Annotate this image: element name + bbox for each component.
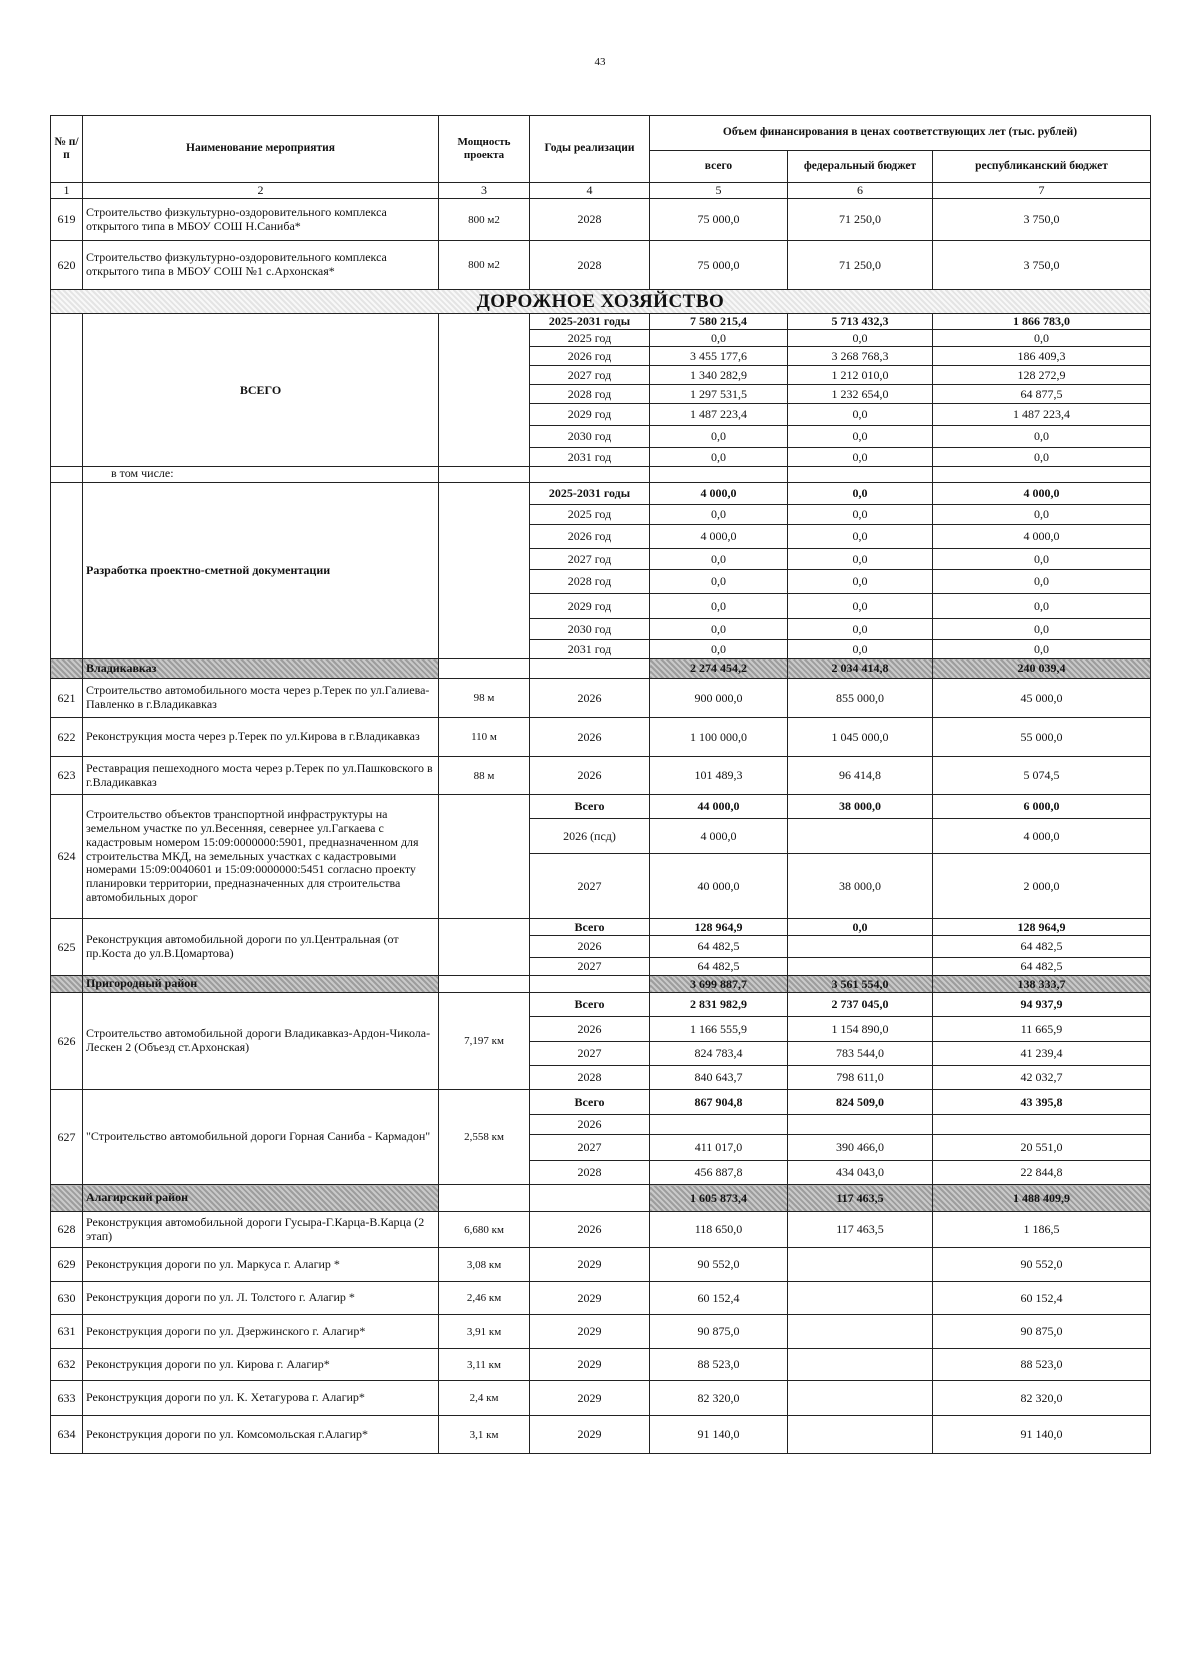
federal-amount: 0,0 [788, 448, 933, 467]
year: 2026 [530, 936, 650, 958]
total-amount: 824 783,4 [650, 1042, 788, 1066]
republic-amount: 1 866 783,0 [933, 314, 1151, 330]
year: 2029 [530, 1248, 650, 1282]
row-number: 619 [51, 199, 83, 241]
empty-cell [439, 467, 530, 483]
year: 2028 [530, 1066, 650, 1090]
year [530, 659, 650, 679]
year: 2026 год [530, 525, 650, 549]
total-amount: 2 831 982,9 [650, 993, 788, 1017]
republic-amount: 45 000,0 [933, 679, 1151, 718]
republic-amount [933, 1115, 1151, 1135]
year: 2028 [530, 241, 650, 290]
republic-amount: 1 487 223,4 [933, 404, 1151, 426]
federal-amount: 0,0 [788, 330, 933, 347]
table-row [51, 199, 1151, 241]
federal-amount [788, 1416, 933, 1454]
year: 2029 [530, 1416, 650, 1454]
federal-amount [788, 1248, 933, 1282]
project-name: Реконструкция дороги по ул. Маркуса г. Алагир * [83, 1248, 439, 1282]
capacity: 3,1 км [439, 1416, 530, 1454]
republic-amount: 90 875,0 [933, 1315, 1151, 1349]
header-years: Годы реализации [530, 116, 650, 183]
project-name: Реконструкция дороги по ул. Л. Толстого г. Алагир * [83, 1282, 439, 1315]
total-amount: 64 482,5 [650, 958, 788, 976]
federal-amount: 38 000,0 [788, 795, 933, 819]
republic-amount: 94 937,9 [933, 993, 1151, 1017]
project-name: Реконструкция моста через р.Терек по ул.Кирова в г.Владикавказ [83, 718, 439, 757]
empty-cell [788, 467, 933, 483]
year: 2028 [530, 1161, 650, 1185]
republic-amount: 20 551,0 [933, 1135, 1151, 1161]
colnum: 1 [51, 183, 83, 199]
federal-amount: 1 212 010,0 [788, 366, 933, 385]
federal-amount: 0,0 [788, 919, 933, 936]
table-row [51, 467, 1151, 483]
federal-amount [788, 1315, 933, 1349]
total-amount: 1 166 555,9 [650, 1017, 788, 1042]
project-name: Разработка проектно-сметной документации [83, 483, 439, 659]
capacity [439, 795, 530, 919]
table-row [51, 919, 1151, 936]
republic-amount: 4 000,0 [933, 525, 1151, 549]
federal-amount [788, 936, 933, 958]
capacity: 3,08 км [439, 1248, 530, 1282]
total-amount: 0,0 [650, 570, 788, 594]
year: 2026 [530, 1212, 650, 1248]
colnum: 3 [439, 183, 530, 199]
row-number: 633 [51, 1381, 83, 1416]
header-federal: федеральный бюджет [788, 151, 933, 183]
federal-amount [788, 958, 933, 976]
total-amount: 867 904,8 [650, 1090, 788, 1115]
year: 2028 год [530, 570, 650, 594]
year: 2028 год [530, 385, 650, 404]
year: 2026 [530, 718, 650, 757]
republic-amount: 64 482,5 [933, 958, 1151, 976]
federal-amount: 0,0 [788, 505, 933, 525]
federal-amount: 783 544,0 [788, 1042, 933, 1066]
total-amount: 75 000,0 [650, 199, 788, 241]
colnum: 5 [650, 183, 788, 199]
year: 2027 год [530, 366, 650, 385]
total-amount: 1 297 531,5 [650, 385, 788, 404]
federal-amount: 798 611,0 [788, 1066, 933, 1090]
row-number [51, 483, 83, 659]
project-name: Реставрация пешеходного моста через р.Терек по ул.Пашковского в г.Владикавказ [83, 757, 439, 795]
table-row [51, 314, 1151, 330]
year: 2029 [530, 1282, 650, 1315]
total-amount: 1 340 282,9 [650, 366, 788, 385]
total-amount: 60 152,4 [650, 1282, 788, 1315]
capacity: 800 м2 [439, 241, 530, 290]
row-number: 630 [51, 1282, 83, 1315]
republic-amount: 22 844,8 [933, 1161, 1151, 1185]
total-amount: 0,0 [650, 619, 788, 640]
district-name: Пригородный район [83, 976, 439, 993]
republic-amount: 0,0 [933, 570, 1151, 594]
capacity: 2,46 км [439, 1282, 530, 1315]
row-number [51, 976, 83, 993]
total-amount: 82 320,0 [650, 1381, 788, 1416]
republic-amount: 4 000,0 [933, 819, 1151, 854]
total-amount: 411 017,0 [650, 1135, 788, 1161]
row-number: 627 [51, 1090, 83, 1185]
table-row [51, 1090, 1151, 1115]
republic-amount: 60 152,4 [933, 1282, 1151, 1315]
federal-amount: 71 250,0 [788, 241, 933, 290]
year: 2025-2031 годы [530, 483, 650, 505]
republic-amount: 2 000,0 [933, 854, 1151, 919]
row-number: 624 [51, 795, 83, 919]
total-amount: 90 875,0 [650, 1315, 788, 1349]
financing-table [50, 115, 1151, 1454]
total-amount: 3 699 887,7 [650, 976, 788, 993]
republic-amount: 1 186,5 [933, 1212, 1151, 1248]
year: Всего [530, 1090, 650, 1115]
table-row [51, 483, 1151, 505]
total-amount: 4 000,0 [650, 525, 788, 549]
year: 2026 [530, 1115, 650, 1135]
total-amount: 91 140,0 [650, 1416, 788, 1454]
project-name: Реконструкция автомобильной дороги по ул.Центральная (от пр.Коста до ул.В.Цомартова) [83, 919, 439, 976]
capacity [439, 919, 530, 976]
year: 2031 год [530, 448, 650, 467]
colnum: 4 [530, 183, 650, 199]
year: 2029 [530, 1381, 650, 1416]
row-number: 620 [51, 241, 83, 290]
total-amount: 128 964,9 [650, 919, 788, 936]
federal-amount: 96 414,8 [788, 757, 933, 795]
table-row [51, 976, 1151, 993]
republic-amount: 138 333,7 [933, 976, 1151, 993]
year: 2027 год [530, 549, 650, 570]
year: 2027 [530, 958, 650, 976]
project-name: Реконструкция дороги по ул. Дзержинского г. Алагир* [83, 1315, 439, 1349]
total-amount: 101 489,3 [650, 757, 788, 795]
header-num: № п/п [51, 116, 83, 183]
total-amount: 75 000,0 [650, 241, 788, 290]
total-amount: 456 887,8 [650, 1161, 788, 1185]
row-number: 623 [51, 757, 83, 795]
total-amount: 44 000,0 [650, 795, 788, 819]
republic-amount: 186 409,3 [933, 347, 1151, 366]
total-amount: 1 487 223,4 [650, 404, 788, 426]
federal-amount: 0,0 [788, 619, 933, 640]
federal-amount: 855 000,0 [788, 679, 933, 718]
colnum: 6 [788, 183, 933, 199]
project-name: ВСЕГО [83, 314, 439, 467]
project-name: Строительство физкультурно-оздоровительного комплекса открытого типа в МБОУ СОШ №1 с.Архонская* [83, 241, 439, 290]
republic-amount: 0,0 [933, 640, 1151, 659]
table-row [51, 1315, 1151, 1349]
row-number: 631 [51, 1315, 83, 1349]
republic-amount: 11 665,9 [933, 1017, 1151, 1042]
year: 2025 год [530, 505, 650, 525]
project-name: Реконструкция дороги по ул. К. Хетагурова г. Алагир* [83, 1381, 439, 1416]
page-number: 43 [594, 56, 606, 68]
total-amount: 1 100 000,0 [650, 718, 788, 757]
year: 2028 [530, 199, 650, 241]
year: 2027 [530, 854, 650, 919]
total-amount: 88 523,0 [650, 1349, 788, 1381]
project-name: Строительство объектов транспортной инфраструктуры на земельном участке по ул.Весенняя, севернее ул.Гагкаева с кадастровым номером 15:09:0000000:5901, предназначенном для строительства МКД, на земельных участках с кадастровыми номерами 15:09:0040601 и 15:09:0000000:5451 согласно проекту планировки территории, предназначенных для строительства автомобильных дорог [83, 795, 439, 919]
year: 2026 [530, 679, 650, 718]
table-row [51, 993, 1151, 1017]
federal-amount: 0,0 [788, 640, 933, 659]
capacity: 2,4 км [439, 1381, 530, 1416]
federal-amount: 434 043,0 [788, 1161, 933, 1185]
capacity: 6,680 км [439, 1212, 530, 1248]
capacity: 3,11 км [439, 1349, 530, 1381]
federal-amount: 71 250,0 [788, 199, 933, 241]
project-name: Строительство автомобильного моста через р.Терек по ул.Галиева-Павленко в г.Владикавказ [83, 679, 439, 718]
federal-amount [788, 819, 933, 854]
colnum: 7 [933, 183, 1151, 199]
total-amount: 1 605 873,4 [650, 1185, 788, 1212]
header-funding: Объем финансирования в ценах соответствующих лет (тыс. рублей) [650, 116, 1151, 151]
total-amount: 0,0 [650, 549, 788, 570]
year: 2027 [530, 1042, 650, 1066]
year [530, 1185, 650, 1212]
year: 2025 год [530, 330, 650, 347]
federal-amount: 3 268 768,3 [788, 347, 933, 366]
republic-amount: 6 000,0 [933, 795, 1151, 819]
total-amount: 0,0 [650, 505, 788, 525]
total-amount: 3 455 177,6 [650, 347, 788, 366]
year: 2027 [530, 1135, 650, 1161]
federal-amount: 117 463,5 [788, 1212, 933, 1248]
header-total: всего [650, 151, 788, 183]
federal-amount: 0,0 [788, 426, 933, 448]
republic-amount: 3 750,0 [933, 241, 1151, 290]
total-amount: 0,0 [650, 594, 788, 619]
total-amount: 4 000,0 [650, 819, 788, 854]
table-row [51, 659, 1151, 679]
republic-amount: 88 523,0 [933, 1349, 1151, 1381]
section-title: ДОРОЖНОЕ ХОЗЯЙСТВО [51, 290, 1151, 314]
capacity [439, 483, 530, 659]
federal-amount: 38 000,0 [788, 854, 933, 919]
row-number [51, 314, 83, 467]
capacity: 110 м [439, 718, 530, 757]
total-amount: 2 274 454,2 [650, 659, 788, 679]
empty-cell [530, 467, 650, 483]
row-number [51, 659, 83, 679]
year: Всего [530, 993, 650, 1017]
project-name: Реконструкция дороги по ул. Кирова г. Алагир* [83, 1349, 439, 1381]
district-name: Владикавказ [83, 659, 439, 679]
capacity: 98 м [439, 679, 530, 718]
header-republic: республиканский бюджет [933, 151, 1151, 183]
row-number [51, 467, 83, 483]
capacity: 800 м2 [439, 199, 530, 241]
federal-amount: 824 509,0 [788, 1090, 933, 1115]
republic-amount: 128 964,9 [933, 919, 1151, 936]
table-row [51, 1416, 1151, 1454]
year [530, 976, 650, 993]
republic-amount: 0,0 [933, 448, 1151, 467]
row-number: 634 [51, 1416, 83, 1454]
total-amount: 90 552,0 [650, 1248, 788, 1282]
table-row [51, 1185, 1151, 1212]
project-name: Строительство автомобильной дороги Владикавказ-Ардон-Чикола-Лескен 2 (Объезд ст.Архонская) [83, 993, 439, 1090]
capacity: 3,91 км [439, 1315, 530, 1349]
project-name: Строительство физкультурно-оздоровительного комплекса открытого типа в МБОУ СОШ Н.Саниба* [83, 199, 439, 241]
row-number: 622 [51, 718, 83, 757]
total-amount: 900 000,0 [650, 679, 788, 718]
federal-amount: 0,0 [788, 404, 933, 426]
table-row [51, 241, 1151, 290]
republic-amount: 128 272,9 [933, 366, 1151, 385]
table-row [51, 1381, 1151, 1416]
federal-amount: 1 154 890,0 [788, 1017, 933, 1042]
republic-amount: 0,0 [933, 426, 1151, 448]
year: 2026 [530, 1017, 650, 1042]
capacity: 2,558 км [439, 1090, 530, 1185]
project-name: Реконструкция автомобильной дороги Гусыра-Г.Карца-В.Карца (2 этап) [83, 1212, 439, 1248]
federal-amount: 0,0 [788, 570, 933, 594]
republic-amount: 0,0 [933, 505, 1151, 525]
table-row [51, 757, 1151, 795]
federal-amount: 1 232 654,0 [788, 385, 933, 404]
republic-amount: 64 877,5 [933, 385, 1151, 404]
year: 2029 [530, 1315, 650, 1349]
federal-amount [788, 1282, 933, 1315]
row-number: 621 [51, 679, 83, 718]
year: 2026 [530, 757, 650, 795]
republic-amount: 1 488 409,9 [933, 1185, 1151, 1212]
total-amount: 64 482,5 [650, 936, 788, 958]
republic-amount: 3 750,0 [933, 199, 1151, 241]
table-row [51, 1248, 1151, 1282]
year: 2029 год [530, 594, 650, 619]
capacity [439, 659, 530, 679]
empty-cell [650, 467, 788, 483]
table-row [51, 290, 1151, 314]
federal-amount: 0,0 [788, 549, 933, 570]
federal-amount: 0,0 [788, 483, 933, 505]
republic-amount: 55 000,0 [933, 718, 1151, 757]
year: 2031 год [530, 640, 650, 659]
row-number [51, 1185, 83, 1212]
year: 2029 год [530, 404, 650, 426]
federal-amount: 0,0 [788, 525, 933, 549]
total-amount: 0,0 [650, 426, 788, 448]
republic-amount: 82 320,0 [933, 1381, 1151, 1416]
capacity: 7,197 км [439, 993, 530, 1090]
republic-amount: 43 395,8 [933, 1090, 1151, 1115]
total-amount: 4 000,0 [650, 483, 788, 505]
year: Всего [530, 795, 650, 819]
republic-amount: 41 239,4 [933, 1042, 1151, 1066]
republic-amount: 4 000,0 [933, 483, 1151, 505]
republic-amount: 90 552,0 [933, 1248, 1151, 1282]
federal-amount: 5 713 432,3 [788, 314, 933, 330]
empty-cell [933, 467, 1151, 483]
table-row [51, 1349, 1151, 1381]
capacity: 88 м [439, 757, 530, 795]
federal-amount: 0,0 [788, 594, 933, 619]
including-label: в том числе: [83, 467, 439, 483]
header-capacity: Мощность проекта [439, 116, 530, 183]
federal-amount [788, 1349, 933, 1381]
republic-amount: 64 482,5 [933, 936, 1151, 958]
year: Всего [530, 919, 650, 936]
capacity [439, 976, 530, 993]
year: 2025-2031 годы [530, 314, 650, 330]
year: 2026 (псд) [530, 819, 650, 854]
row-number: 626 [51, 993, 83, 1090]
federal-amount: 117 463,5 [788, 1185, 933, 1212]
project-name: Реконструкция дороги по ул. Комсомольская г.Алагир* [83, 1416, 439, 1454]
republic-amount: 91 140,0 [933, 1416, 1151, 1454]
total-amount [650, 1115, 788, 1135]
year: 2030 год [530, 619, 650, 640]
republic-amount: 0,0 [933, 594, 1151, 619]
table-row [51, 1212, 1151, 1248]
capacity [439, 1185, 530, 1212]
table-row [51, 718, 1151, 757]
federal-amount [788, 1115, 933, 1135]
colnum: 2 [83, 183, 439, 199]
federal-amount: 3 561 554,0 [788, 976, 933, 993]
row-number: 632 [51, 1349, 83, 1381]
row-number: 629 [51, 1248, 83, 1282]
republic-amount: 240 039,4 [933, 659, 1151, 679]
total-amount: 7 580 215,4 [650, 314, 788, 330]
header-name: Наименование мероприятия [83, 116, 439, 183]
republic-amount: 5 074,5 [933, 757, 1151, 795]
federal-amount: 390 466,0 [788, 1135, 933, 1161]
total-amount: 0,0 [650, 640, 788, 659]
district-name: Алагирский район [83, 1185, 439, 1212]
federal-amount: 1 045 000,0 [788, 718, 933, 757]
capacity [439, 314, 530, 467]
project-name: "Строительство автомобильной дороги Горная Саниба - Кармадон" [83, 1090, 439, 1185]
republic-amount: 42 032,7 [933, 1066, 1151, 1090]
republic-amount: 0,0 [933, 330, 1151, 347]
row-number: 625 [51, 919, 83, 976]
table-row [51, 679, 1151, 718]
total-amount: 0,0 [650, 330, 788, 347]
total-amount: 118 650,0 [650, 1212, 788, 1248]
table-row [51, 1282, 1151, 1315]
republic-amount: 0,0 [933, 619, 1151, 640]
table-row [51, 795, 1151, 819]
row-number: 628 [51, 1212, 83, 1248]
federal-amount [788, 1381, 933, 1416]
republic-amount: 0,0 [933, 549, 1151, 570]
total-amount: 40 000,0 [650, 854, 788, 919]
year: 2029 [530, 1349, 650, 1381]
federal-amount: 2 737 045,0 [788, 993, 933, 1017]
total-amount: 840 643,7 [650, 1066, 788, 1090]
year: 2026 год [530, 347, 650, 366]
total-amount: 0,0 [650, 448, 788, 467]
year: 2030 год [530, 426, 650, 448]
federal-amount: 2 034 414,8 [788, 659, 933, 679]
